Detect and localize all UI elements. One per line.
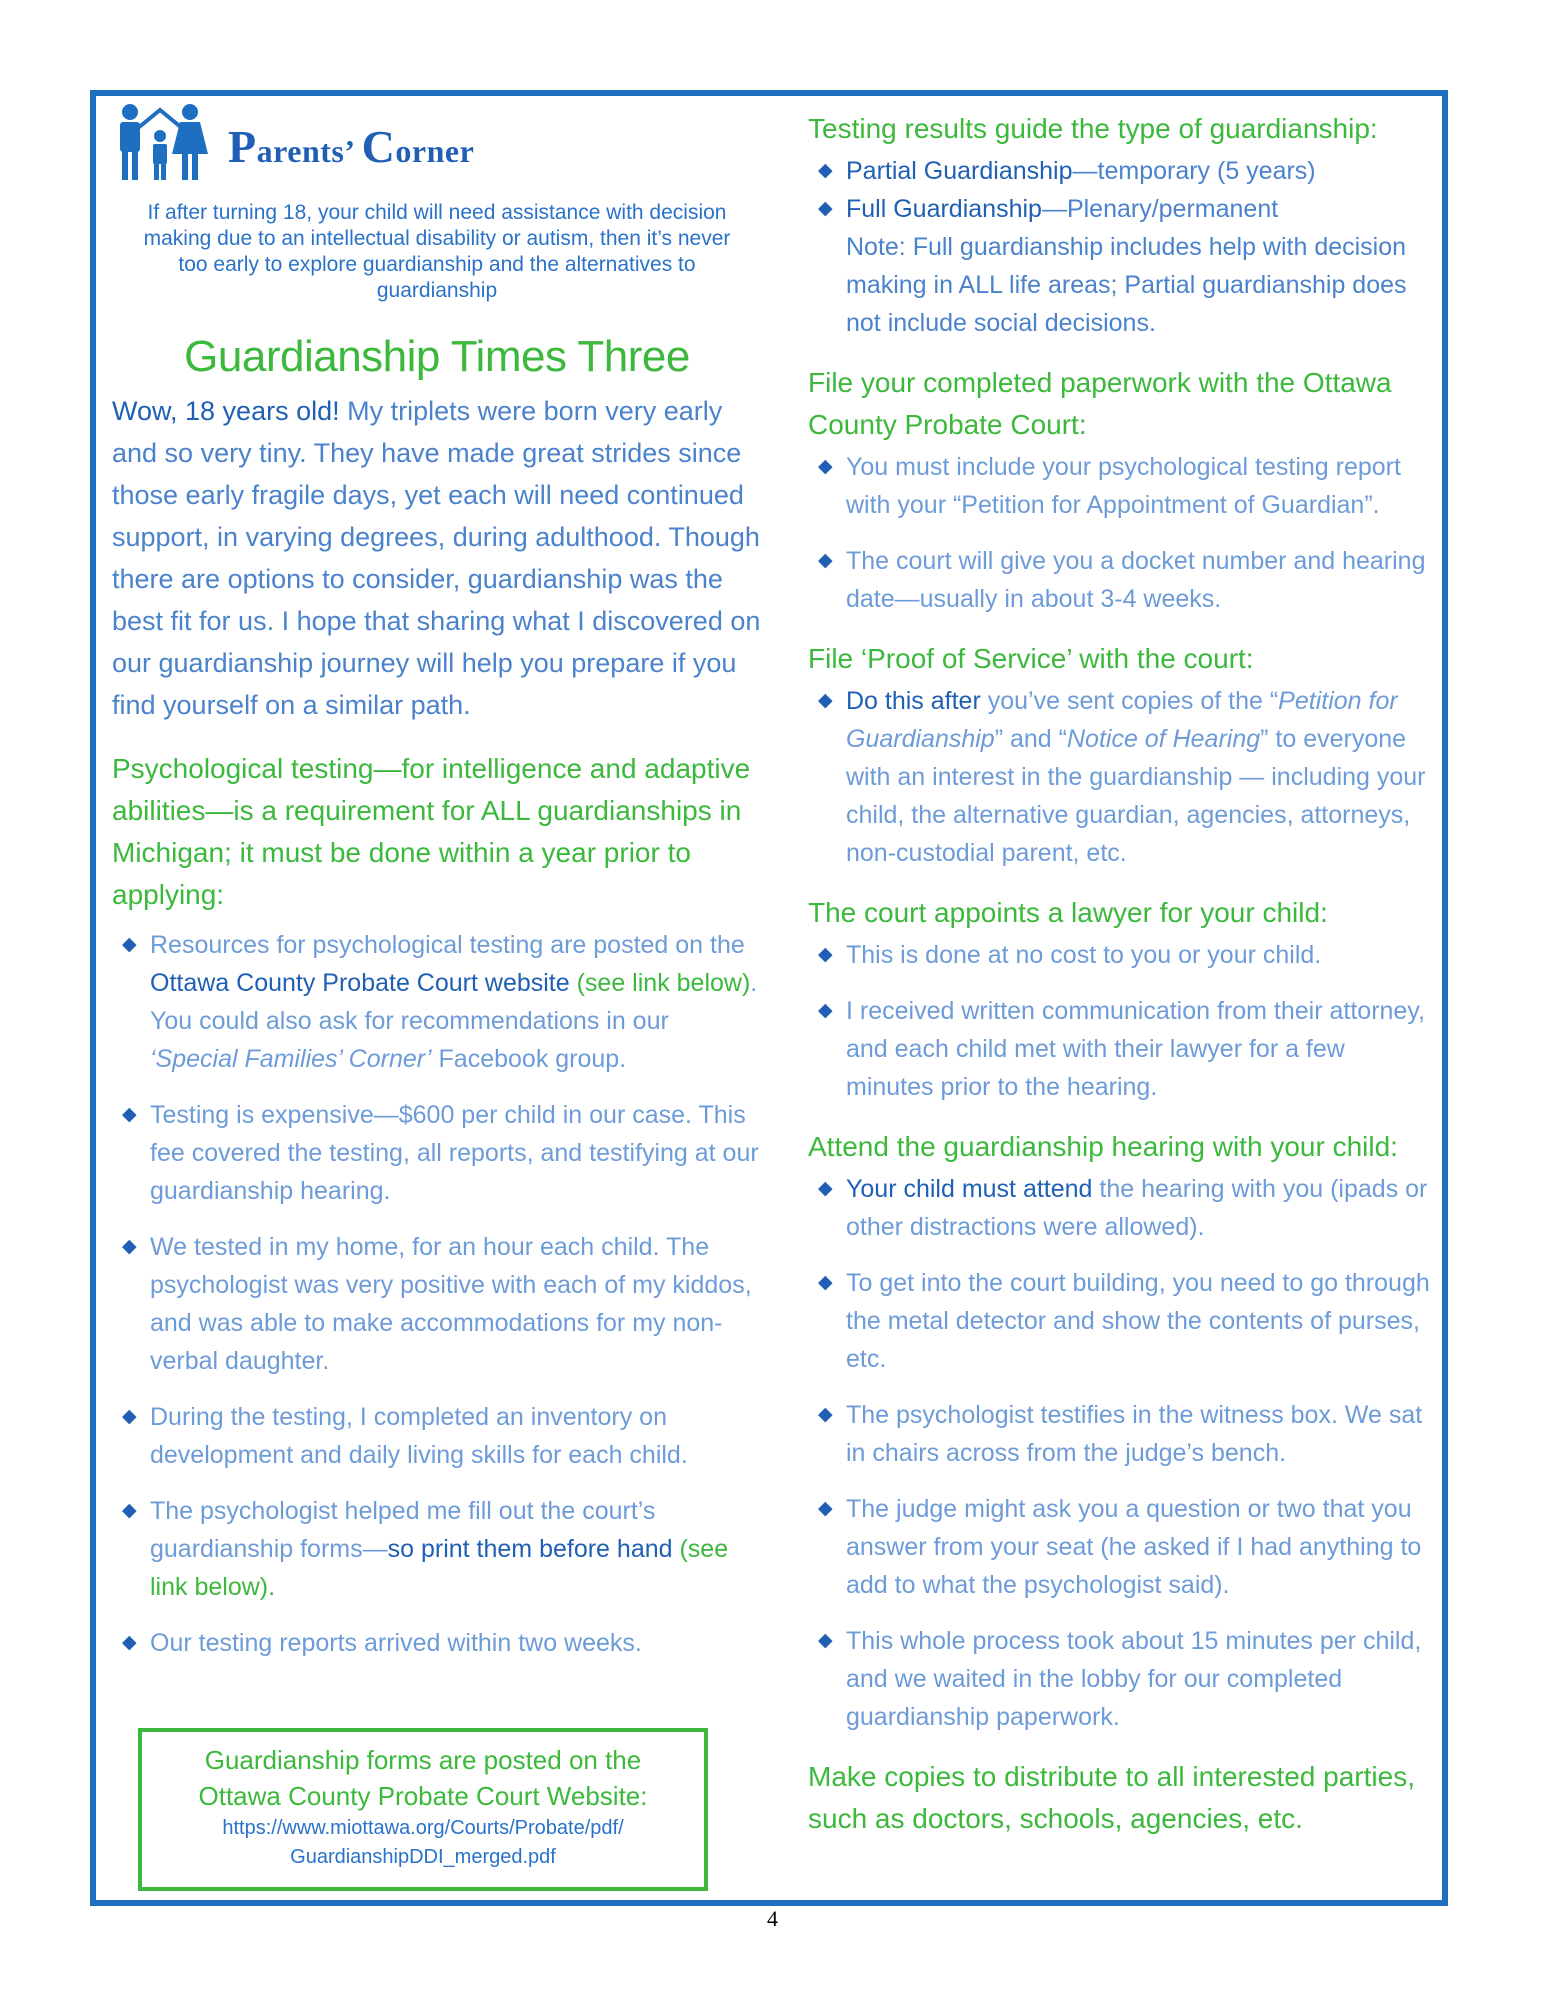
list-item: ◆ This is done at no cost to you or your child. [808,936,1438,974]
list-item: ◆ The psychologist helped me fill out the court’s guardianship forms—so print them before hand (see link below). [112,1492,762,1606]
forms-url-line1[interactable]: https://www.miottawa.org/Courts/Probate/pdf/ [222,1817,624,1839]
list-item: ◆ To get into the court building, you need to go through the metal detector and show the contents of purses, etc. [808,1264,1438,1378]
testing-heading: Psychological testing—for intelligence and adaptive abilities—is a requirement for ALL guardianships in Michigan; it must be done within a year prior to applying: [112,753,751,910]
diamond-bullet-icon: ◆ [122,1632,137,1653]
diamond-bullet-icon: ◆ [818,160,833,181]
hearing-heading: Attend the guardianship hearing with your child: [808,1131,1398,1162]
list-item: ◆ I received written communication from their attorney, and each child met with their lawyer for a few minutes prior to the hearing. [808,992,1438,1106]
list-item: ◆ Resources for psychological testing are posted on the Ottawa County Probate Court website (see link below). You could also ask for recommendations in our ‘Special Families’ Corner’ Facebook group. [112,926,762,1078]
note-text: Note: Full guardianship includes help with decision making in ALL life areas; Partial guardianship does not include social decisions. [846,233,1407,337]
results-heading: Testing results guide the type of guardianship: [808,113,1378,144]
forms-callout-box [138,1728,708,1891]
probate-website-link[interactable]: Ottawa County Probate Court website [150,969,570,997]
diamond-bullet-icon: ◆ [818,944,833,965]
intro-text: If after turning 18, your child will need assistance with decision making due to an intellectual disability or autism, then it’s never too early to explore guardianship and the alternatives to guardianship [143,201,731,302]
list-item: ◆ Our testing reports arrived within two weeks. [112,1624,762,1662]
lawyer-section [808,892,1438,1106]
diamond-bullet-icon: ◆ [818,690,833,711]
left-column [112,98,762,1680]
diamond-bullet-icon: ◆ [818,456,833,477]
diamond-bullet-icon: ◆ [818,1630,833,1651]
right-column [808,108,1438,1842]
article-body: Wow, 18 years old! My triplets were born very early and so very tiny. They have made great strides since those early fragile days, yet each will need continued support, in varying degrees, during adulthood. Though there are options to consider, guardianship was the best fit for us. I hope that sharing what I discovered on our guardianship journey will help you prepare if you find yourself on a similar path. [112,396,761,720]
results-section [808,108,1438,342]
diamond-bullet-icon: ◆ [122,1406,137,1427]
list-item: ◆ The psychologist testifies in the witness box. We sat in chairs across from the judge’s bench. [808,1396,1438,1472]
diamond-bullet-icon: ◆ [122,1236,137,1257]
list-item: ◆ This whole process took about 15 minutes per child, and we waited in the lobby for our completed guardianship paperwork. [808,1622,1438,1736]
diamond-bullet-icon: ◆ [122,1104,137,1125]
list-item: ◆ Testing is expensive—$600 per child in our case. This fee covered the testing, all reports, and testifying at our guardianship hearing. [112,1096,762,1210]
diamond-bullet-icon: ◆ [818,1000,833,1021]
proof-heading: File ‘Proof of Service’ with the court: [808,643,1254,674]
article-lead: Wow, 18 years old! [112,396,340,426]
file-section [808,362,1438,618]
diamond-bullet-icon: ◆ [122,1500,137,1521]
page-title: Parents’ Corner [228,121,475,172]
proof-section [808,638,1438,872]
testing-list [112,926,762,1662]
list-item: ◆ During the testing, I completed an inventory on development and daily living skills for each child. [112,1398,762,1474]
list-item: ◆ The court will give you a docket number and hearing date—usually in about 3-4 weeks. [808,542,1438,618]
diamond-bullet-icon: ◆ [818,198,833,219]
diamond-bullet-icon: ◆ [818,1404,833,1425]
parents-corner-header [112,98,762,190]
diamond-bullet-icon: ◆ [818,550,833,571]
list-item: ◆ You must include your psychological testing report with your “Petition for Appointment of Guardian”. [808,448,1438,524]
forms-box-line1: Guardianship forms are posted on the [204,1745,642,1775]
hearing-section [808,1126,1438,1736]
family-icon [114,102,214,182]
file-heading: File your completed paperwork with the Ottawa County Probate Court: [808,367,1392,440]
diamond-bullet-icon: ◆ [818,1498,833,1519]
list-item: ◆ Do this after you’ve sent copies of the “Petition for Guardianship” and “Notice of Hearing” to everyone with an interest in the guardianship — including your child, the alternative guardian, agencies, attorneys, non-custodial parent, etc. [808,682,1438,872]
list-item: ◆ Partial Guardianship—temporary (5 years) [808,152,1438,190]
forms-url-line2[interactable]: GuardianshipDDI_merged.pdf [290,1846,556,1868]
page-number: 4 [767,1906,778,1931]
copies-heading: Make copies to distribute to all interested parties, such as doctors, schools, agencies, etc. [808,1761,1415,1834]
lawyer-heading: The court appoints a lawyer for your child: [808,897,1328,928]
list-item: ◆ The judge might ask you a question or two that you answer from your seat (he asked if I had anything to add to what the psychologist said). [808,1490,1438,1604]
list-item: ◆ Full Guardianship—Plenary/permanent Note: Full guardianship includes help with decision making in ALL life areas; Partial guardianship does not include social decisions. [808,190,1438,342]
diamond-bullet-icon: ◆ [818,1178,833,1199]
list-item: ◆ Your child must attend the hearing with you (ipads or other distractions were allowed). [808,1170,1438,1246]
forms-box-line2: Ottawa County Probate Court Website: [198,1781,648,1811]
diamond-bullet-icon: ◆ [818,1272,833,1293]
list-item: ◆ We tested in my home, for an hour each child. The psychologist was very positive with each of my kiddos, and was able to make accommodations for my non-verbal daughter. [112,1228,762,1380]
diamond-bullet-icon: ◆ [122,934,137,955]
article-headline: Guardianship Times Three [184,332,690,381]
